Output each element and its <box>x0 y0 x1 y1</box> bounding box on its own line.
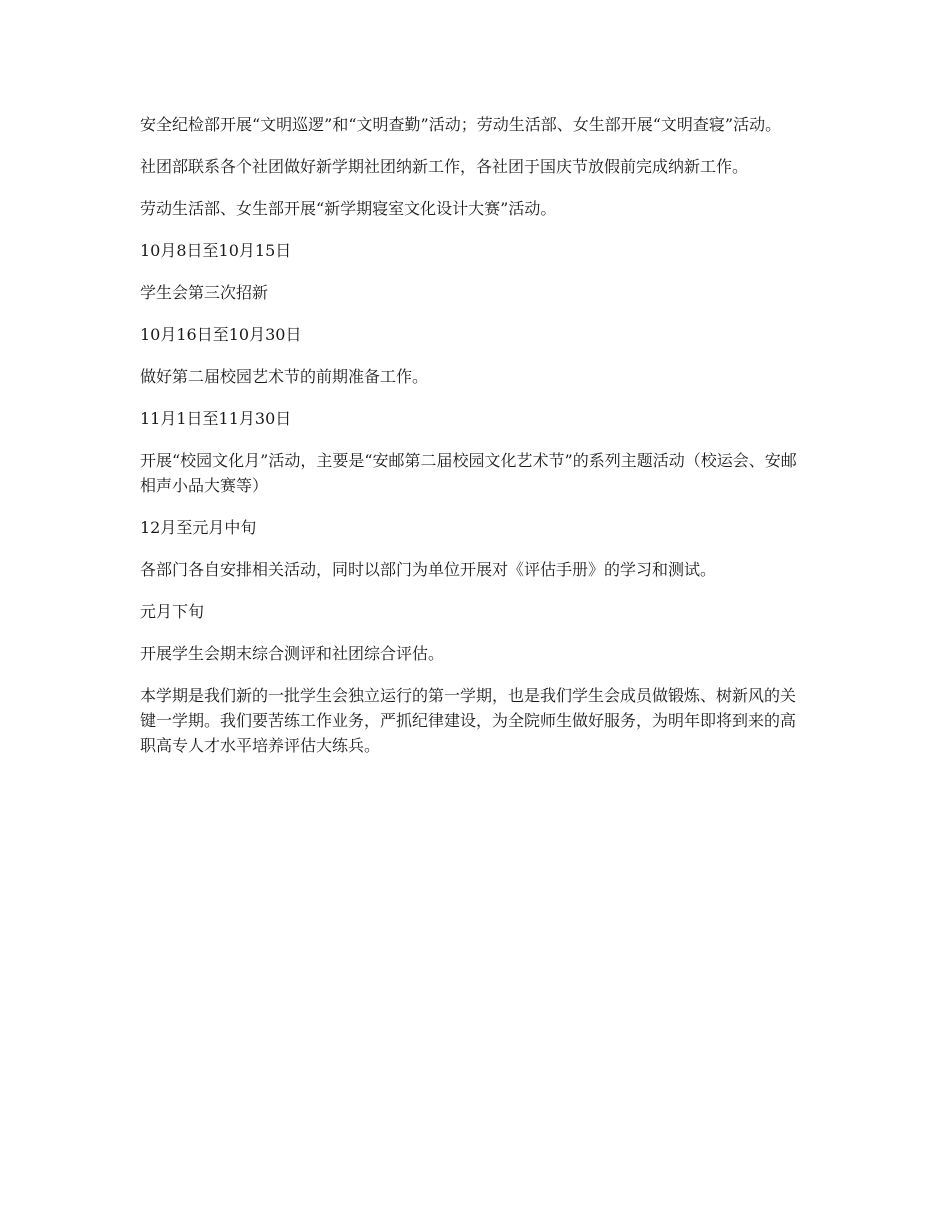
paragraph-activity-inspection: 安全纪检部开展“文明巡逻”和“文明查勤”活动；劳动生活部、女生部开展“文明查寝”活动。 <box>140 115 782 134</box>
paragraph-third-recruitment: 学生会第三次招新 <box>140 283 269 302</box>
date-heading-dec-jan: 12月至元月中旬 <box>140 518 257 537</box>
paragraph-culture-month: 开展“校园文化月”活动，主要是“安邮第二届校园文化艺术节”的系列主题活动（校运会、安邮相声小品大赛等） <box>140 451 797 495</box>
date-heading-oct-8-15: 10月8日至10月15日 <box>140 241 292 260</box>
paragraph-conclusion: 本学期是我们新的一批学生会独立运行的第一学期，也是我们学生会成员做锻炼、树新风的关键一学期。我们要苦练工作业务，严抓纪律建设，为全院师生做好服务，为明年即将到来的高职高专人才水平培养评估大练兵。 <box>140 686 797 755</box>
document-body <box>140 112 810 775</box>
paragraph-club-recruitment: 社团部联系各个社团做好新学期社团纳新工作，各社团于国庆节放假前完成纳新工作。 <box>140 157 749 176</box>
paragraph-art-festival-prep: 做好第二届校园艺术节的前期准备工作。 <box>140 367 429 386</box>
date-heading-late-jan: 元月下旬 <box>140 602 205 621</box>
date-heading-oct-16-30: 10月16日至10月30日 <box>140 325 302 344</box>
date-heading-nov: 11月1日至11月30日 <box>140 409 292 428</box>
paragraph-dorm-design-contest: 劳动生活部、女生部开展“新学期寝室文化设计大赛”活动。 <box>140 199 557 218</box>
paragraph-final-evaluation: 开展学生会期末综合测评和社团综合评估。 <box>140 644 445 663</box>
paragraph-handbook-study: 各部门各自安排相关活动，同时以部门为单位开展对《评估手册》的学习和测试。 <box>140 560 717 579</box>
